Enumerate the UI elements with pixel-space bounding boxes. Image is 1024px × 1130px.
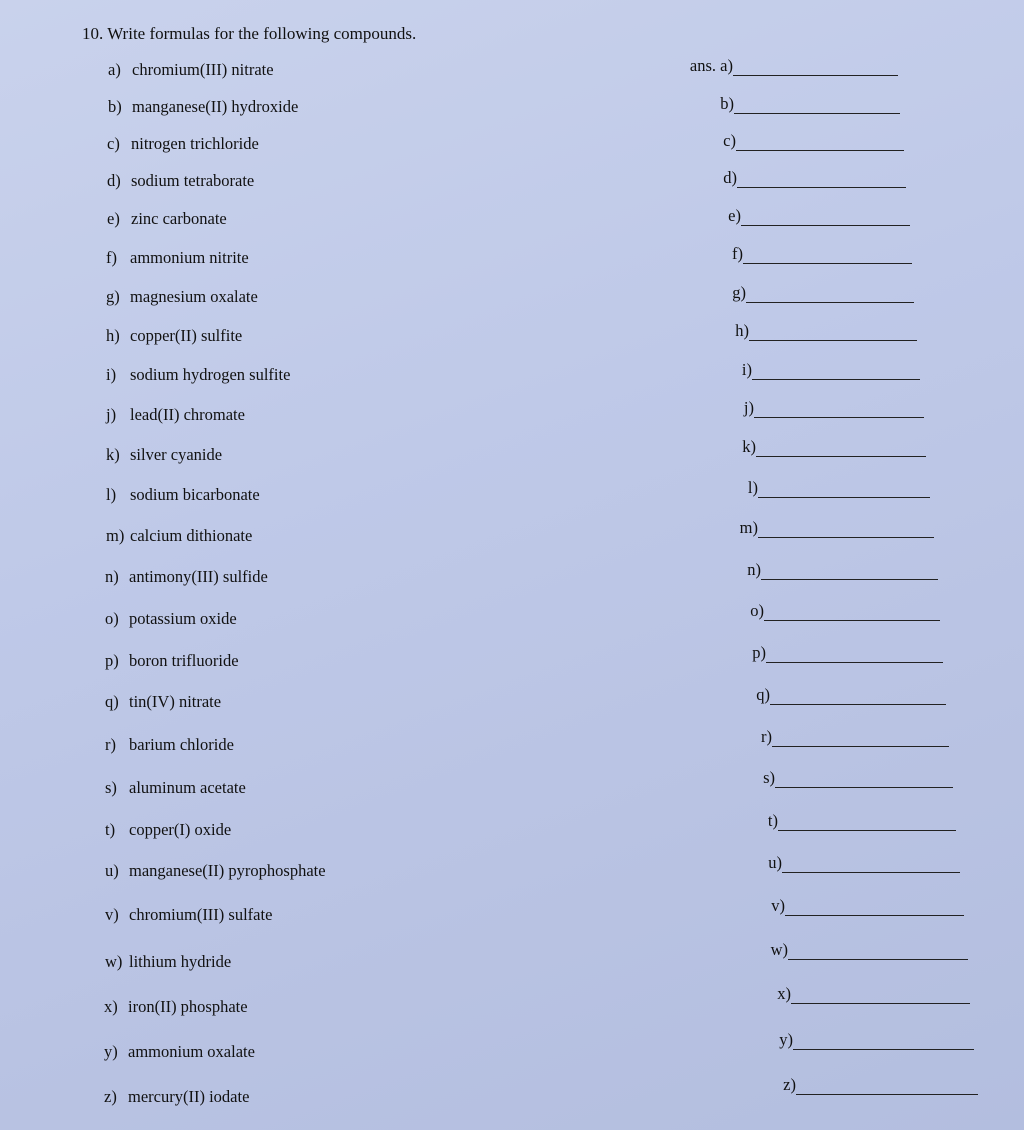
- answer-letter: x): [777, 984, 791, 1003]
- compound-letter: i): [106, 365, 117, 384]
- compound-name: magnesium oxalate: [130, 287, 258, 306]
- answer-label: [720, 94, 734, 114]
- answer-label: [744, 398, 754, 418]
- compound-item: [105, 820, 231, 840]
- compound-name: zinc carbonate: [131, 209, 227, 228]
- compound-name: copper(I) oxide: [129, 820, 232, 839]
- compound-item: [104, 1087, 249, 1107]
- answer-blank-line[interactable]: [749, 340, 917, 341]
- compound-item: [104, 997, 248, 1017]
- compound-letter: b): [108, 97, 122, 116]
- compound-item: [105, 692, 221, 712]
- compound-letter: k): [106, 445, 120, 464]
- compound-item: [107, 171, 254, 191]
- answer-label: [771, 896, 785, 916]
- answer-blank-line[interactable]: [796, 1094, 978, 1095]
- answer-letter: k): [742, 437, 756, 456]
- compound-item: [106, 326, 242, 346]
- answer-blank-line[interactable]: [772, 746, 949, 747]
- answer-letter: f): [732, 244, 743, 263]
- answer-label: [752, 643, 766, 663]
- compound-item: [104, 1042, 255, 1062]
- answer-letter: c): [723, 131, 736, 150]
- answer-blank-line[interactable]: [778, 830, 956, 831]
- answer-label: [747, 560, 761, 580]
- answer-label: [768, 811, 778, 831]
- answer-blank-line[interactable]: [741, 225, 910, 226]
- compound-letter: s): [105, 778, 117, 797]
- compound-name: lithium hydride: [129, 952, 232, 971]
- answer-blank-line[interactable]: [737, 187, 906, 188]
- compound-name: manganese(II) hydroxide: [132, 97, 299, 116]
- answer-label: [771, 940, 788, 960]
- answer-blank-line[interactable]: [791, 1003, 970, 1004]
- compound-item: [105, 952, 231, 972]
- compound-letter: f): [106, 248, 117, 267]
- compound-item: [106, 405, 245, 425]
- compound-name: silver cyanide: [130, 445, 223, 464]
- compound-letter: u): [105, 861, 119, 880]
- compound-item: [106, 248, 249, 268]
- answer-letter: j): [743, 398, 754, 417]
- answer-label: [690, 56, 733, 76]
- answer-label: [779, 1030, 793, 1050]
- compound-name: nitrogen trichloride: [131, 134, 259, 153]
- compound-letter: z): [104, 1087, 117, 1106]
- compound-name: lead(II) chromate: [130, 405, 245, 424]
- answer-letter: q): [756, 685, 770, 704]
- compound-letter: c): [107, 134, 120, 153]
- compound-name: copper(II) sulfite: [130, 326, 243, 345]
- answer-blank-line[interactable]: [754, 417, 924, 418]
- answer-blank-line[interactable]: [743, 263, 912, 264]
- answer-letter: l): [747, 478, 758, 497]
- answer-label: [732, 244, 743, 264]
- answer-label: [750, 601, 764, 621]
- compound-letter: l): [106, 485, 117, 504]
- compound-name: iron(II) phosphate: [128, 997, 248, 1016]
- answer-blank-line[interactable]: [734, 113, 900, 114]
- compound-item: [105, 651, 239, 671]
- compound-name: ammonium nitrite: [130, 248, 249, 267]
- compound-item: [106, 445, 222, 465]
- answer-letter: b): [720, 94, 734, 113]
- compound-item: [105, 905, 272, 925]
- compound-letter: w): [105, 952, 123, 971]
- compound-letter: p): [105, 651, 119, 670]
- answer-letter: i): [741, 360, 752, 379]
- answer-letter: s): [763, 768, 775, 787]
- compound-item: [106, 365, 290, 385]
- compound-item: [108, 60, 274, 80]
- answer-label: [783, 1075, 796, 1095]
- answer-label: [742, 360, 752, 380]
- compound-item: [105, 735, 234, 755]
- compound-name: sodium tetraborate: [131, 171, 255, 190]
- answer-label: [732, 283, 746, 303]
- answer-letter: e): [728, 206, 741, 225]
- answer-label: [735, 321, 749, 341]
- answer-blank-line[interactable]: [756, 456, 926, 457]
- compound-item: [106, 526, 252, 546]
- answer-letter: w): [770, 940, 788, 959]
- answer-letter: g): [732, 283, 746, 302]
- question-title: 10. Write formulas for the following compounds.: [82, 24, 417, 43]
- answer-blank-line[interactable]: [758, 497, 930, 498]
- answer-blank-line[interactable]: [764, 620, 940, 621]
- answer-prefix: ans.: [689, 56, 717, 75]
- answer-blank-line[interactable]: [746, 302, 914, 303]
- answer-label: [777, 984, 791, 1004]
- compound-letter: g): [106, 287, 120, 306]
- answer-label: [761, 727, 772, 747]
- answer-label: [756, 685, 770, 705]
- compound-letter: r): [105, 735, 116, 754]
- compound-item: [107, 209, 227, 229]
- answer-blank-line[interactable]: [733, 75, 898, 76]
- compound-letter: h): [106, 326, 120, 345]
- answer-label: [723, 168, 737, 188]
- compound-letter: x): [104, 997, 118, 1016]
- answer-blank-line[interactable]: [793, 1049, 974, 1050]
- compound-name: sodium bicarbonate: [130, 485, 260, 504]
- compound-name: antimony(III) sulfide: [129, 567, 268, 586]
- compound-item: [106, 287, 258, 307]
- answer-blank-line[interactable]: [788, 959, 968, 960]
- compound-name: ammonium oxalate: [128, 1042, 255, 1061]
- answer-blank-line[interactable]: [761, 579, 938, 580]
- compound-name: tin(IV) nitrate: [129, 692, 222, 711]
- answer-letter: m): [739, 518, 758, 537]
- compound-name: manganese(II) pyrophosphate: [129, 861, 326, 880]
- compound-letter: n): [105, 567, 119, 586]
- answer-label: [768, 853, 782, 873]
- answer-blank-line[interactable]: [758, 537, 934, 538]
- compound-item: [107, 134, 259, 154]
- compound-name: chromium(III) nitrate: [132, 60, 274, 79]
- compound-item: [105, 609, 237, 629]
- compound-letter: e): [107, 209, 120, 228]
- answer-letter: p): [752, 643, 766, 662]
- answer-label: [742, 437, 756, 457]
- answer-letter: t): [767, 811, 778, 830]
- compound-name: barium chloride: [129, 735, 234, 754]
- answer-blank-line[interactable]: [752, 379, 920, 380]
- answer-letter: r): [761, 727, 772, 746]
- answer-blank-line[interactable]: [736, 150, 904, 151]
- answer-blank-line[interactable]: [782, 872, 960, 873]
- answer-blank-line[interactable]: [770, 704, 946, 705]
- answer-label: [723, 131, 736, 151]
- compound-item: [105, 861, 326, 881]
- answer-letter: a): [720, 56, 733, 75]
- compound-letter: t): [105, 820, 116, 839]
- answer-blank-line[interactable]: [766, 662, 943, 663]
- compound-name: boron trifluoride: [129, 651, 239, 670]
- compound-name: potassium oxide: [129, 609, 237, 628]
- compound-letter: q): [105, 692, 119, 711]
- answer-letter: n): [747, 560, 761, 579]
- answer-label: [748, 478, 758, 498]
- compound-item: [105, 778, 246, 798]
- answer-blank-line[interactable]: [775, 787, 953, 788]
- compound-letter: a): [108, 60, 121, 79]
- compound-name: mercury(II) iodate: [128, 1087, 250, 1106]
- compound-item: [106, 485, 260, 505]
- compound-item: [108, 97, 298, 117]
- compound-letter: o): [105, 609, 119, 628]
- compound-letter: y): [104, 1042, 118, 1061]
- answer-label: [763, 768, 775, 788]
- compound-item: [105, 567, 268, 587]
- compound-letter: m): [106, 526, 125, 545]
- answer-letter: v): [771, 896, 785, 915]
- answer-letter: h): [735, 321, 749, 340]
- compound-name: sodium hydrogen sulfite: [130, 365, 291, 384]
- answer-letter: y): [779, 1030, 793, 1049]
- compound-letter: d): [107, 171, 121, 190]
- answer-blank-line[interactable]: [785, 915, 964, 916]
- compound-name: chromium(III) sulfate: [129, 905, 273, 924]
- answer-label: [740, 518, 758, 538]
- compound-name: aluminum acetate: [129, 778, 246, 797]
- answer-letter: z): [783, 1075, 796, 1094]
- compound-name: calcium dithionate: [130, 526, 253, 545]
- compound-letter: v): [105, 905, 119, 924]
- answer-letter: o): [750, 601, 764, 620]
- answer-letter: u): [768, 853, 782, 872]
- compound-letter: j): [106, 405, 117, 424]
- answer-letter: d): [723, 168, 737, 187]
- answer-label: [728, 206, 741, 226]
